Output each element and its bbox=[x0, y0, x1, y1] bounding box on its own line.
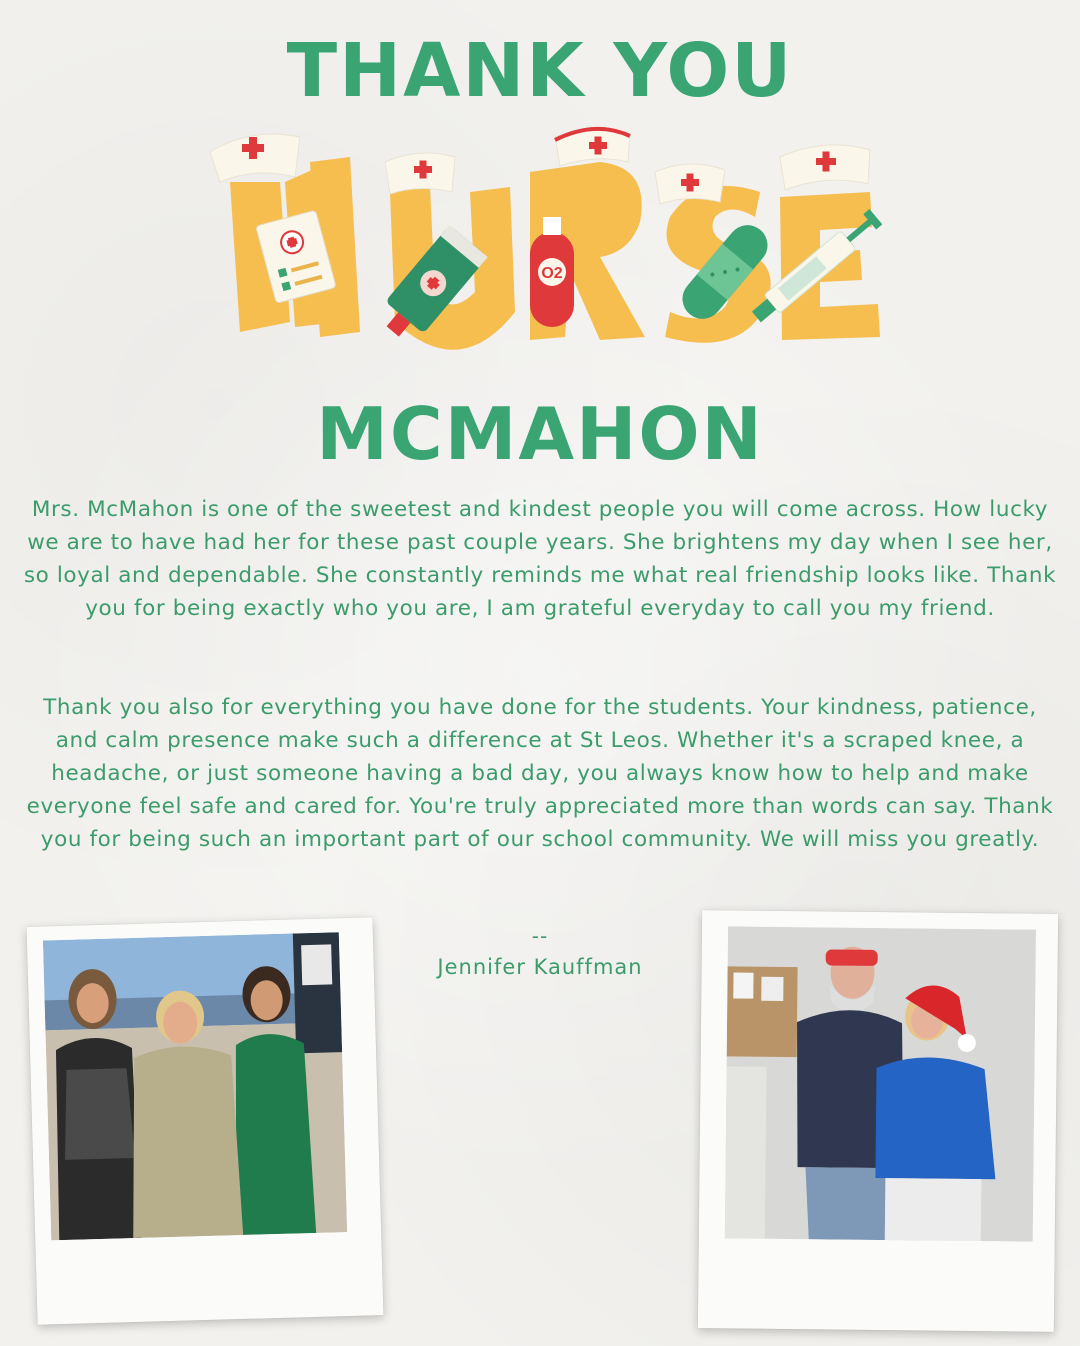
nurse-word-art bbox=[200, 122, 900, 362]
polaroid-frame-left bbox=[27, 917, 384, 1325]
photo-man-woman-christmas bbox=[725, 926, 1036, 1241]
polaroid-frame-right bbox=[698, 910, 1058, 1332]
signature-name: Jennifer Kauffman bbox=[437, 955, 643, 979]
photo-three-women-beach bbox=[43, 932, 347, 1240]
title-thank-you: THANK YOU bbox=[286, 28, 794, 114]
message-paragraph-2: Thank you also for everything you have done for the students. Your kindness, patience, and calm presence make such a difference at St Leos. Whether it's a scraped knee, a headache, or just someone having a bad day, you always know how to help and make everyone feel safe and cared for. You're truly appreciated more than words can say. Thank you for being such an important part of our school community. We will miss you greatly. bbox=[26, 695, 1054, 852]
signature-dash: -- bbox=[531, 924, 549, 948]
nurse-cap-icon bbox=[555, 129, 630, 166]
o2-label: O2 bbox=[541, 265, 563, 282]
name-mcmahon: MCMAHON bbox=[316, 392, 764, 476]
nurse-cap-icon bbox=[385, 153, 455, 194]
nurse-cap-icon bbox=[210, 134, 300, 182]
nurse-cap-icon bbox=[655, 164, 725, 204]
nurse-cap-icon bbox=[780, 145, 870, 190]
message-paragraph-1: Mrs. McMahon is one of the sweetest and kindest people you will come across. How lucky we are to have had her for these past couple years. She brightens my day when I see her, so loyal and dependable. She constantly reminds me what real friendship looks like. Thank you for being exactly who you are, I am grateful everyday to call you my friend. bbox=[23, 497, 1057, 621]
